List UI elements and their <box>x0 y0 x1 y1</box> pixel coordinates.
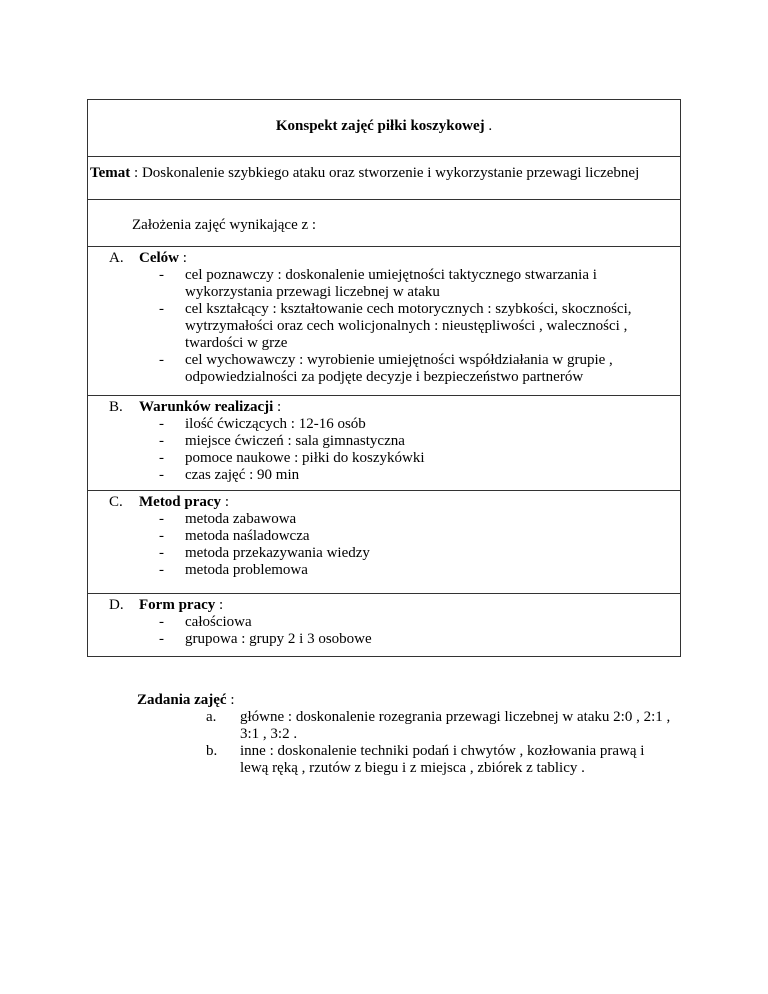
list-item: - metoda przekazywania wiedzy <box>159 545 659 562</box>
document-title <box>88 118 680 135</box>
temat-label: Temat <box>90 165 131 181</box>
list-item: - miejsce ćwiczeń : sala gimnastyczna <box>159 433 659 450</box>
section-heading <box>109 250 187 267</box>
section-metod-pracy <box>87 491 681 594</box>
section-colon: : <box>215 597 224 613</box>
temat-line <box>90 165 639 182</box>
item-text: inne : doskonalenie techniki podań i chwytów , kozłowania prawą i lewą ręką , rzutów z biegu i z miejsca , zbiórek z tablicy . <box>240 743 645 776</box>
list-item: - cel wychowawczy : wyrobienie umiejętności współdziałania w grupie , odpowiedzialności za podjęte decyzje i bezpieczeństwo partnerów <box>159 352 659 386</box>
section-name: Celów <box>139 250 179 266</box>
section-colon: : <box>221 494 229 510</box>
zadania-heading <box>137 692 697 709</box>
section-colon: : <box>179 250 187 266</box>
title-tail: . <box>484 118 493 134</box>
zadania-list <box>206 709 676 777</box>
section-heading <box>109 597 223 614</box>
section-letter: D. <box>109 597 124 613</box>
section-list <box>159 267 659 386</box>
zadania-section <box>137 692 697 776</box>
section-letter: B. <box>109 399 123 415</box>
section-heading <box>109 399 281 416</box>
section-list <box>159 511 659 579</box>
section-name: Warunków realizacji <box>139 399 274 415</box>
section-form-pracy <box>87 594 681 657</box>
section-letter: A. <box>109 250 124 266</box>
list-item <box>206 743 676 777</box>
section-list <box>159 614 659 648</box>
section-colon: : <box>273 399 282 415</box>
section-warunkow-realizacji <box>87 396 681 491</box>
temat-cell <box>87 157 681 200</box>
list-item: - ilość ćwiczących : 12-16 osób <box>159 416 659 433</box>
zalozenia-cell <box>87 200 681 247</box>
list-item: - cel kształcący : kształtowanie cech motorycznych : szybkości, skoczności, wytrzymałości oraz cech wolicjonalnych : nieustępliwości , waleczności , twardości w grze <box>159 301 659 352</box>
list-item: - cel poznawczy : doskonalenie umiejętności taktycznego stwarzania i wykorzystania przewagi liczebnej w ataku <box>159 267 659 301</box>
list-item: - całościowa <box>159 614 659 631</box>
temat-text: : Doskonalenie szybkiego ataku oraz stworzenie i wykorzystanie przewagi liczebnej <box>130 165 640 181</box>
section-name: Metod pracy <box>139 494 222 510</box>
section-list <box>159 416 659 484</box>
section-letter: C. <box>109 494 123 510</box>
zadania-colon: : <box>226 692 235 708</box>
list-item: - grupowa : grupy 2 i 3 osobowe <box>159 631 659 648</box>
list-item: - metoda zabawowa <box>159 511 659 528</box>
section-heading <box>109 494 229 511</box>
item-marker: a. <box>206 709 217 725</box>
zadania-label: Zadania zajęć <box>137 692 227 708</box>
title-cell <box>87 99 681 157</box>
list-item <box>206 709 676 743</box>
title-bold: Konspekt zajęć piłki koszykowej <box>275 118 485 134</box>
list-item: - pomoce naukowe : piłki do koszykówki <box>159 450 659 467</box>
item-text: główne : doskonalenie rozegrania przewagi liczebnej w ataku 2:0 , 2:1 , 3:1 , 3:2 . <box>240 709 671 742</box>
list-item: - metoda problemowa <box>159 562 659 579</box>
list-item: - czas zajęć : 90 min <box>159 467 659 484</box>
zalozenia-text: Założenia zajęć wynikające z : <box>132 217 317 233</box>
section-celow <box>87 247 681 396</box>
list-item: - metoda naśladowcza <box>159 528 659 545</box>
section-name: Form pracy <box>139 597 216 613</box>
item-marker: b. <box>206 743 218 759</box>
